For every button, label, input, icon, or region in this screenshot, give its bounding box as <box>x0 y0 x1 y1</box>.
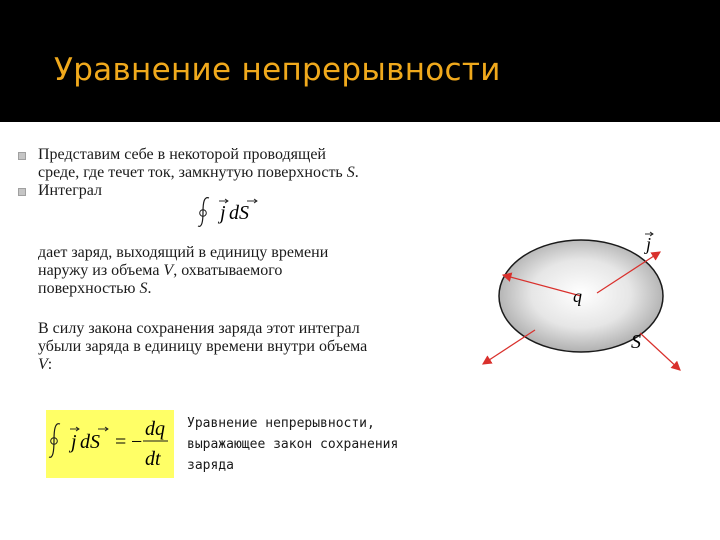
svg-text:dq: dq <box>145 418 165 440</box>
bullet-text-1: Представим себе в некоторой проводящей среде, где течет ток, замкнутую поверхность S. <box>38 146 359 181</box>
svg-text:j: j <box>71 431 77 453</box>
closed-surface-diagram <box>465 220 710 380</box>
svg-text:=: = <box>115 431 127 453</box>
equation-caption: Уравнение непрерывности, выражающее закон сохранения заряда <box>187 416 399 473</box>
svg-text:dS: dS <box>80 431 100 453</box>
bullet-marker <box>18 152 26 160</box>
title-bar <box>0 0 720 122</box>
flux-integral-formula <box>195 193 275 231</box>
svg-text:dt: dt <box>145 448 161 470</box>
slide-title: Уравнение непрерывности <box>54 52 501 88</box>
surface-label: S <box>631 331 641 353</box>
current-density-label: j <box>646 234 652 254</box>
continuity-equation <box>46 410 174 478</box>
current-arrow <box>640 333 680 370</box>
paragraph-charge-flux: дает заряд, выходящий в единицу времени наружу из объема V, охватываемого поверхностью S. <box>38 244 329 297</box>
current-arrow <box>483 330 535 364</box>
charge-label: q <box>573 286 582 306</box>
svg-text:j: j <box>220 202 226 224</box>
bullet-text-2: Интеграл <box>38 182 102 199</box>
paragraph-conservation: В силу закона сохранения заряда этот интеграл убыли заряда в единицу времени внутри объема V: <box>38 320 368 373</box>
bullet-marker <box>18 188 26 196</box>
svg-text:dS: dS <box>229 202 249 224</box>
svg-text:−: − <box>131 431 143 453</box>
